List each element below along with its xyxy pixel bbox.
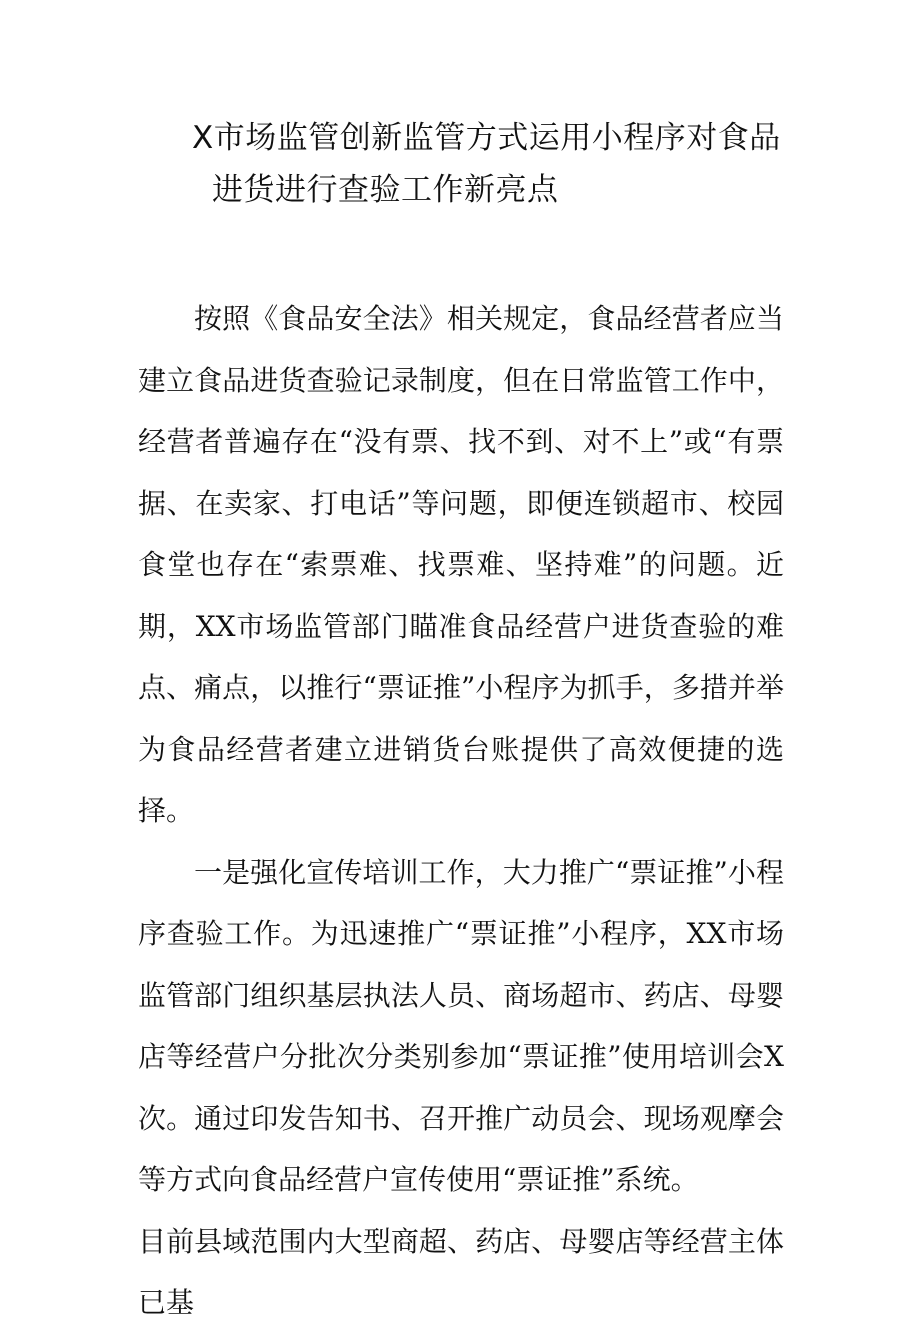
paragraph-promotion-training: 一是强化宣传培训工作，大力推广“票证推”小程序查验工作。为迅速推广“票证推”小程序，XX市场监管部门组织基层执法人员、商场超市、药店、母婴店等经营户分批次分类别参加“票证推”使用培训会X次。通过印发告知书、召开推广动员会、现场观摩会等方式向食品经营户宣传使用“票证推”系统。 [138,855,784,1196]
paragraph-food-safety-law: 按照《食品安全法》相关规定，食品经营者应当建立食品进货查验记录制度，但在日常监管工作中，经营者普遍存在“没有票、找不到、对不上”或“有票据、在卖家、打电话”等问题，即便连锁超市、校园食堂也存在“索票难、找票难、坚持难”的问题。近期，XX市场监管部门瞄准食品经营户进货查验的难点、痛点，以推行“票证推”小程序为抓手，多措并举为食品经营者建立进销货台账提供了高效便捷的选择。 [138,302,784,827]
document-body [138,288,784,1334]
document-title [0,112,920,216]
title-line-1: X市场监管创新监管方式运用小程序对食品 [192,120,781,156]
title-line-2: 进货进行查验工作新亮点 [212,172,559,208]
paragraph-current-status: 目前县域范围内大型商超、药店、母婴店等经营主体已基 [138,1224,784,1319]
